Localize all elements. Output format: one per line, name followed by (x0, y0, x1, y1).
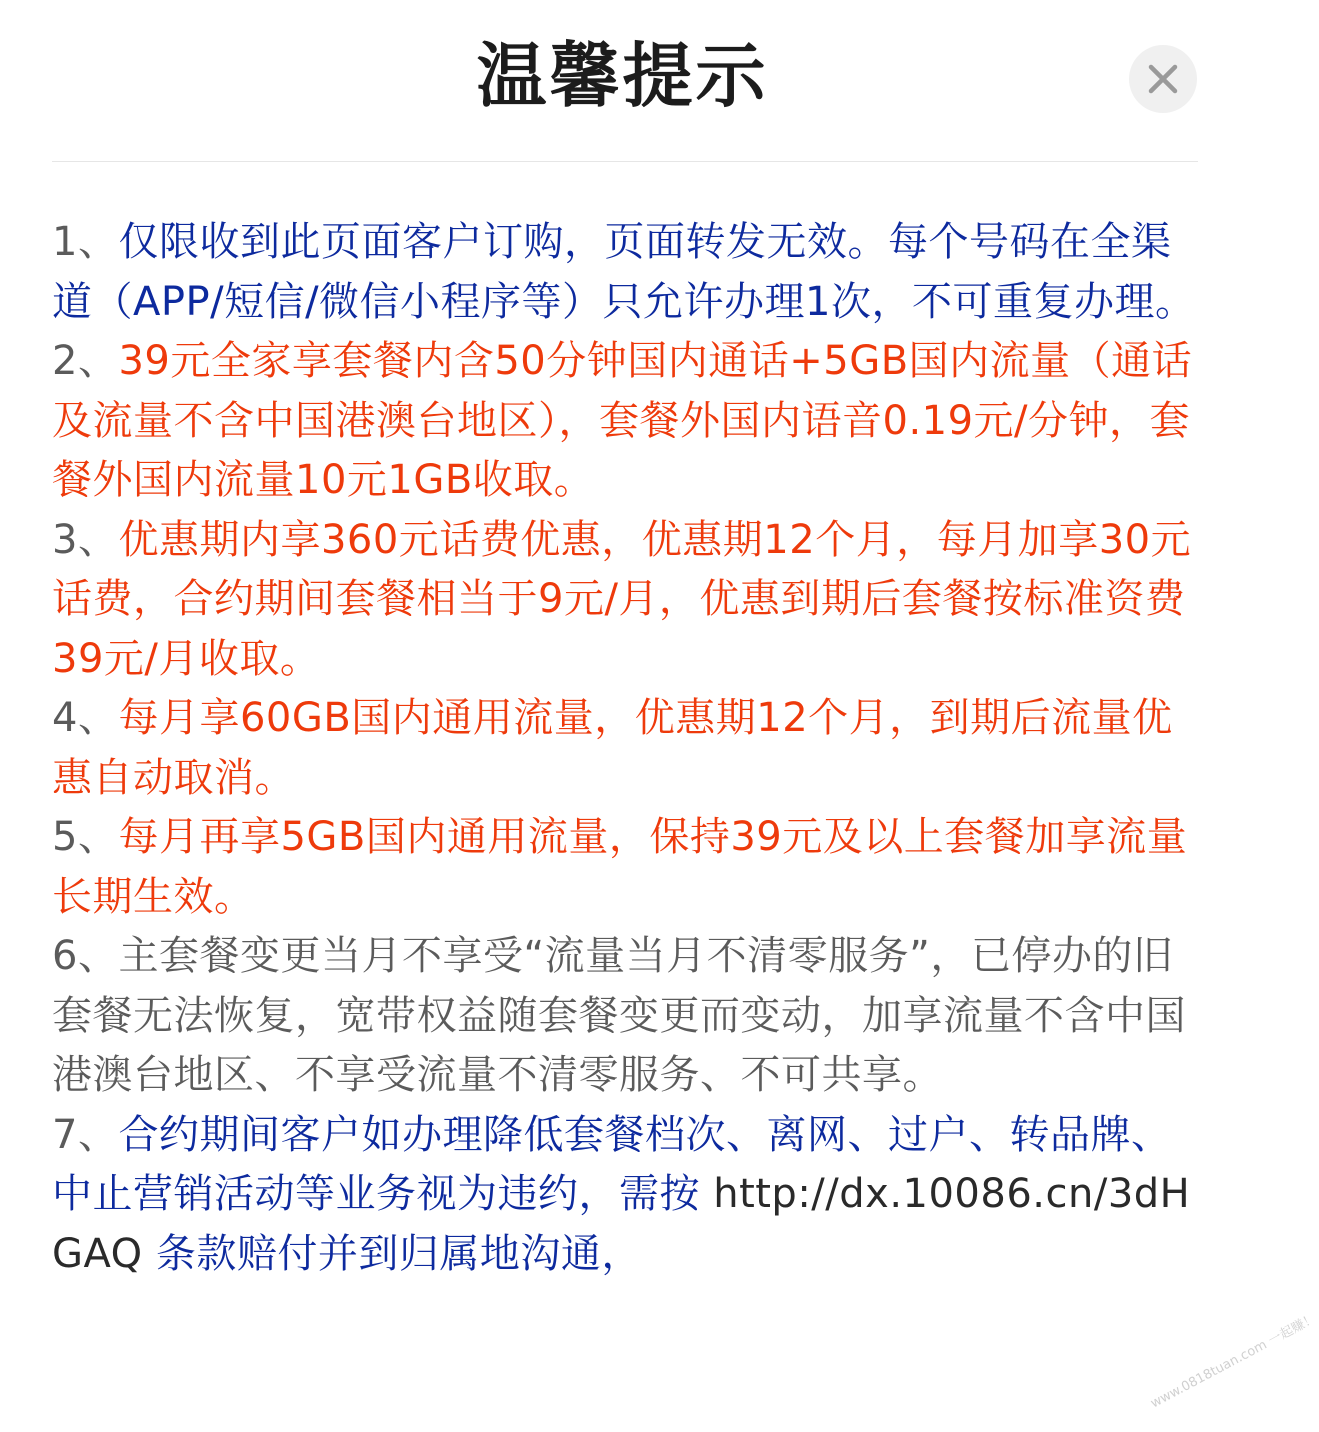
item-text: 仅限收到此页面客户订购，页面转发无效。每个号码在全渠道（APP/短信/微信小程序等）只允许办理1次，不可重复办理。 (52, 219, 1196, 325)
watermark: www.0818tuan.com 一起赚！ (1148, 1311, 1319, 1412)
dialog-header (0, 0, 1245, 162)
notice-item-5 (52, 808, 1202, 927)
item-number: 1、 (52, 219, 119, 265)
notice-item-1 (52, 213, 1202, 332)
header-divider (52, 161, 1198, 162)
notice-item-6 (52, 927, 1202, 1106)
item-text: 39元全家享套餐内含50分钟国内通话+5GB国内流量（通话及流量不含中国港澳台地区），套餐外国内语音0.19元/分钟，套餐外国内流量10元1GB收取。 (52, 338, 1193, 503)
item-number: 3、 (52, 516, 119, 563)
notice-item-7 (52, 1106, 1202, 1285)
item-text: 每月享60GB国内通用流量，优惠期12个月，到期后流量优惠自动取消。 (52, 695, 1173, 801)
item-text: 每月再享5GB国内通用流量，保持39元及以上套餐加享流量长期生效。 (52, 814, 1188, 920)
item-number: 5、 (52, 814, 119, 860)
item-number: 2、 (52, 338, 119, 384)
terms-link[interactable]: http://dx.10086.cn/3dHGAQ (52, 1171, 1191, 1277)
notice-item-2 (52, 332, 1202, 511)
notice-content (52, 213, 1202, 1284)
close-icon (1148, 64, 1178, 94)
item-text-continued: 条款赔付并到归属地沟通， (155, 1230, 642, 1277)
dialog-title: 温馨提示 (476, 35, 769, 117)
item-text: 主套餐变更当月不享受“流量当月不清零服务”，已停办的旧套餐无法恢复，宽带权益随套餐变更而变动，加享流量不含中国港澳台地区、不享受流量不清零服务、不可共享。 (52, 933, 1186, 1098)
notice-item-3 (52, 511, 1202, 690)
item-text: 优惠期内享360元话费优惠，优惠期12个月，每月加享30元话费，合约期间套餐相当于9元/月，优惠到期后套餐按标准资费39元/月收取。 (52, 516, 1192, 682)
item-number: 6、 (52, 933, 119, 979)
item-number: 7、 (52, 1111, 119, 1158)
close-button[interactable] (1129, 45, 1197, 113)
notice-item-4 (52, 689, 1202, 808)
item-text: 合约期间客户如办理降低套餐档次、离网、过户、转品牌、中止营销活动等业务视为违约，需按 (52, 1111, 1172, 1217)
item-number: 4、 (52, 695, 119, 741)
